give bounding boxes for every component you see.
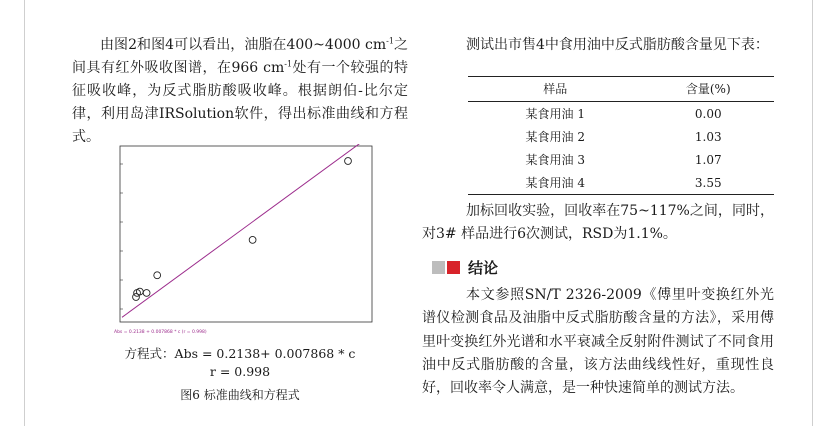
data-point bbox=[345, 158, 352, 165]
left-column bbox=[72, 34, 408, 149]
cell-content: 0.00 bbox=[694, 106, 722, 121]
trans-fat-table bbox=[468, 76, 774, 195]
method-paragraph bbox=[72, 34, 408, 149]
table-row bbox=[468, 148, 774, 171]
table-row bbox=[468, 171, 774, 195]
data-point bbox=[249, 236, 256, 243]
section-title: 结论 bbox=[468, 258, 499, 277]
paragraph-text-3: 处有一个较强的特征吸收峰，为反式脂肪酸吸收峰。根据朗伯-比尔定律，利用岛津IRSolution软件，得出标准曲线和方程式。 bbox=[72, 60, 408, 145]
cell-sample: 某食用油 4 bbox=[468, 171, 643, 195]
conclusion-heading bbox=[432, 258, 498, 276]
data-point bbox=[154, 272, 161, 279]
table-row bbox=[468, 102, 774, 126]
data-point bbox=[143, 290, 150, 297]
heading-red-square bbox=[447, 261, 460, 274]
regression-line bbox=[122, 144, 370, 317]
recovery-paragraph: 加标回收实验，回收率在75~117%之间，同时，对3# 样品进行6次测试，RSD为1.1%。 bbox=[422, 203, 774, 242]
table-header-row bbox=[468, 77, 774, 102]
header-content: 含量(%) bbox=[643, 77, 774, 102]
in-plot-equation: Abs = 0.2138 + 0.007868 * c (r = 0.998) bbox=[114, 330, 207, 335]
plot-frame bbox=[120, 146, 372, 322]
table-intro: 测试出市售4中食用油中反式脂肪酸含量见下表： bbox=[466, 37, 769, 53]
superscript-1: -1 bbox=[386, 36, 394, 46]
heading-gray-square bbox=[432, 261, 445, 274]
conclusion-paragraph: 本文参照SN/T 2326-2009《傅里叶变换红外光谱仪检测食品及油脂中反式脂肪酸含量的方法》，采用傅里叶变换红外光谱和水平衰减全反射附件测试了不同食用油中反式脂肪酸的含量，该方法曲线线性好，重现性良好，回收率令人满意，是一种快速简单的测试方法。 bbox=[422, 287, 774, 397]
y-ticks bbox=[120, 164, 123, 309]
r-value-label: r = 0.998 bbox=[209, 364, 271, 379]
right-column bbox=[422, 34, 774, 397]
header-sample: 样品 bbox=[468, 77, 643, 102]
cell-content: 1.03 bbox=[694, 129, 722, 144]
cell-content: 3.55 bbox=[643, 171, 774, 195]
superscript-2: -1 bbox=[284, 59, 293, 69]
figure-caption: 图6 标准曲线和方程式 bbox=[180, 388, 300, 402]
equation-label: 方程式：Abs = 0.2138+ 0.007868 * c bbox=[124, 346, 356, 361]
cell-sample: 某食用油 3 bbox=[525, 153, 585, 167]
cell-sample: 某食用油 1 bbox=[525, 107, 585, 121]
cell-content: 1.07 bbox=[694, 152, 722, 167]
right-margin-rule bbox=[812, 0, 813, 426]
left-margin-rule bbox=[24, 0, 25, 426]
paragraph-text-1: 由图2和图4可以看出，油脂在400~4000 cm bbox=[100, 37, 387, 53]
standard-curve-chart bbox=[112, 144, 374, 336]
paragraph-text-2: 之间具有红外吸收图谱，在966 cm bbox=[72, 37, 408, 76]
cell-sample: 某食用油 2 bbox=[525, 130, 585, 144]
table-row bbox=[468, 125, 774, 148]
